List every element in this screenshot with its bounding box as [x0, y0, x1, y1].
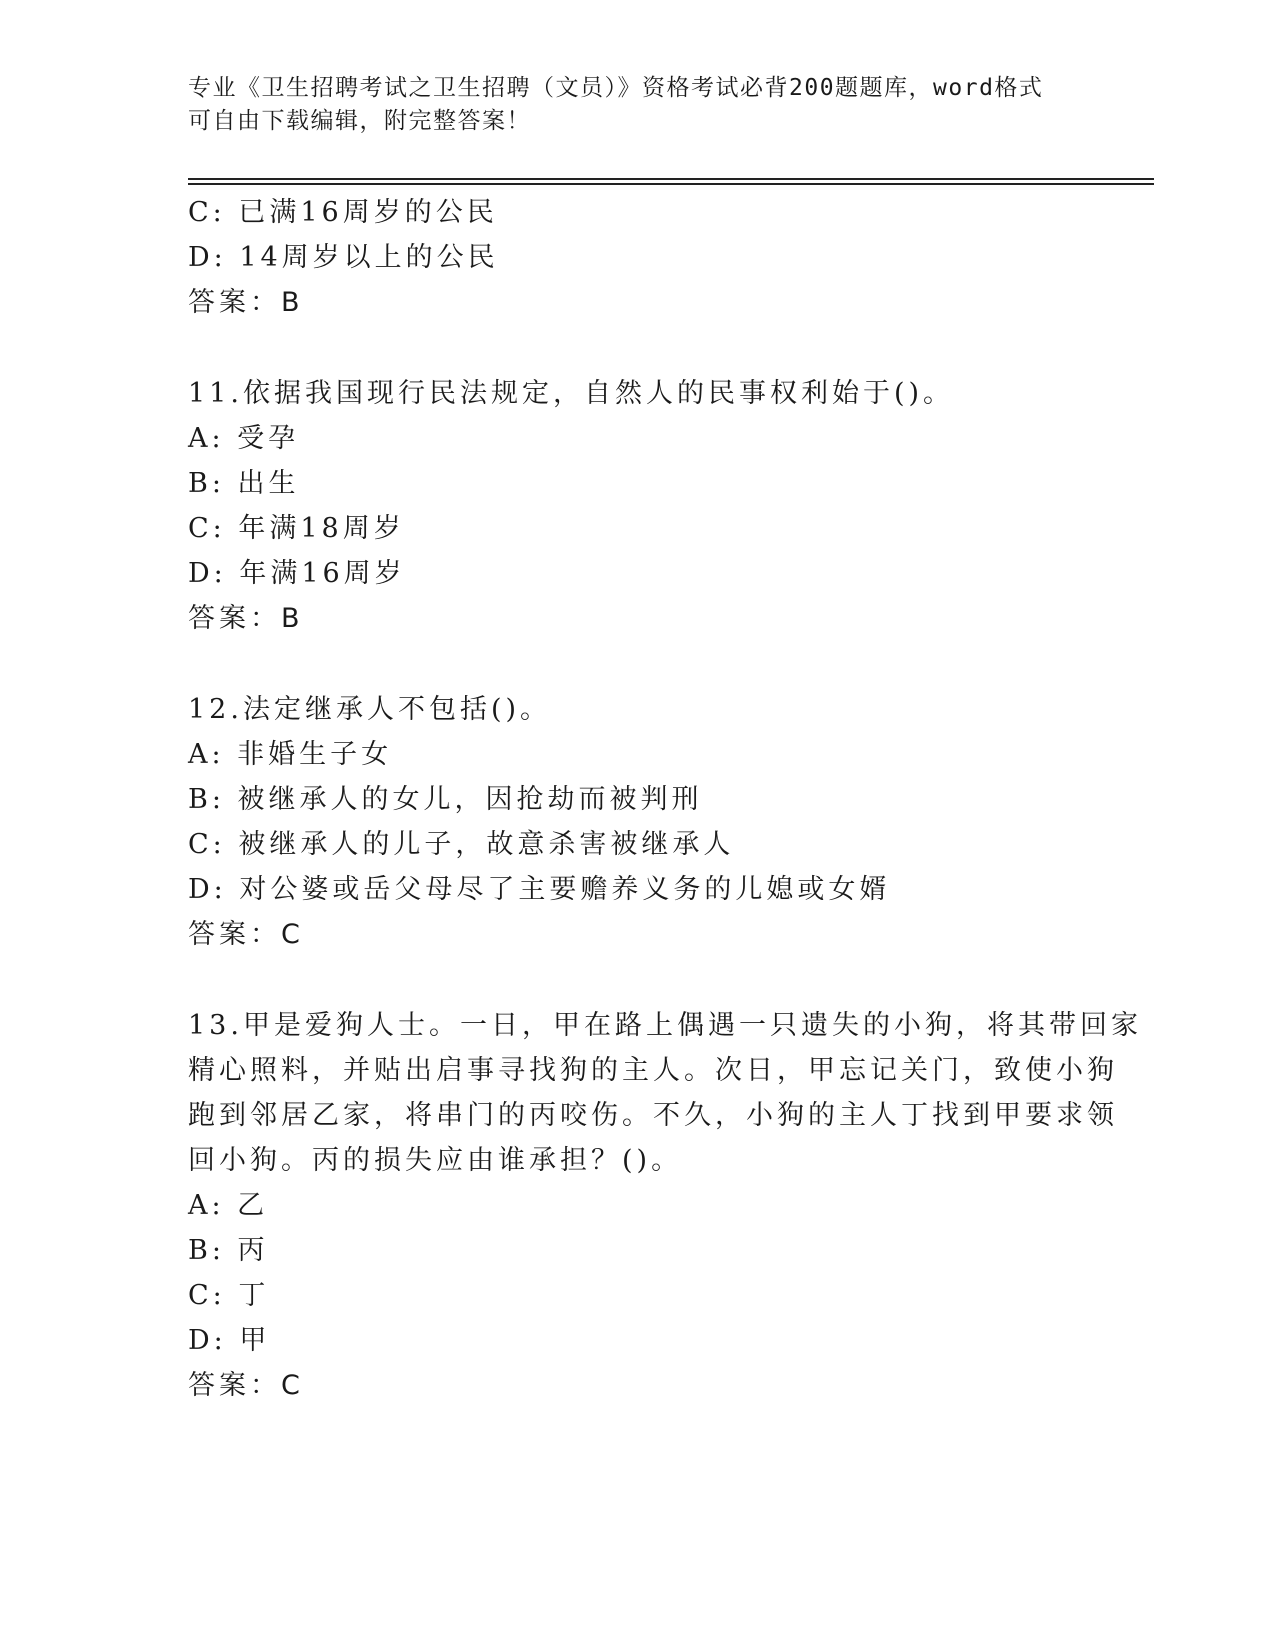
header-line-2: 可自由下载编辑，附完整答案！	[188, 108, 531, 134]
option-c: C: 已满16周岁的公民	[188, 197, 498, 228]
question-list	[188, 190, 1148, 1408]
question-12: 12.法定继承人不包括()。	[188, 694, 552, 725]
option-d: D: 甲	[188, 1325, 271, 1356]
option-a: A: 非婚生子女	[188, 739, 393, 770]
header-line-1: 专业《卫生招聘考试之卫生招聘（文员）》资格考试必背200题题库，word格式	[188, 75, 1044, 101]
option-a: A: 受孕	[188, 423, 300, 454]
answer-line: 答案：B	[188, 287, 304, 318]
option-c: C: 丁	[188, 1280, 270, 1311]
option-b: B: 丙	[188, 1235, 269, 1266]
option-c: C: 被继承人的儿子，故意杀害被继承人	[188, 829, 735, 860]
option-b: B: 被继承人的女儿，因抢劫而被判刑	[188, 784, 703, 815]
document-header	[188, 72, 1088, 138]
answer-line: 答案：C	[188, 1370, 304, 1401]
question-13-line-1: 13.甲是爱狗人士。一日，甲在路上偶遇一只遗失的小狗，将其带回家	[188, 1010, 1142, 1041]
answer-line: 答案：B	[188, 603, 304, 634]
option-d: D: 14周岁以上的公民	[188, 242, 499, 273]
question-11: 11.依据我国现行民法规定，自然人的民事权利始于()。	[188, 378, 955, 409]
header-rule-top	[188, 178, 1154, 180]
question-13-line-2: 精心照料，并贴出启事寻找狗的主人。次日，甲忘记关门，致使小狗	[188, 1055, 1118, 1086]
option-d: D: 年满16周岁	[188, 558, 406, 589]
question-13-line-3: 跑到邻居乙家，将串门的丙咬伤。不久，小狗的主人丁找到甲要求领	[188, 1100, 1118, 1131]
option-d: D: 对公婆或岳父母尽了主要赡养义务的儿媳或女婿	[188, 874, 891, 905]
option-c: C: 年满18周岁	[188, 513, 405, 544]
option-a: A: 乙	[188, 1190, 269, 1221]
answer-line: 答案：C	[188, 919, 304, 950]
header-rule-bottom	[188, 183, 1154, 185]
option-b: B: 出生	[188, 468, 300, 499]
question-13-line-4: 回小狗。丙的损失应由谁承担？()。	[188, 1145, 683, 1176]
